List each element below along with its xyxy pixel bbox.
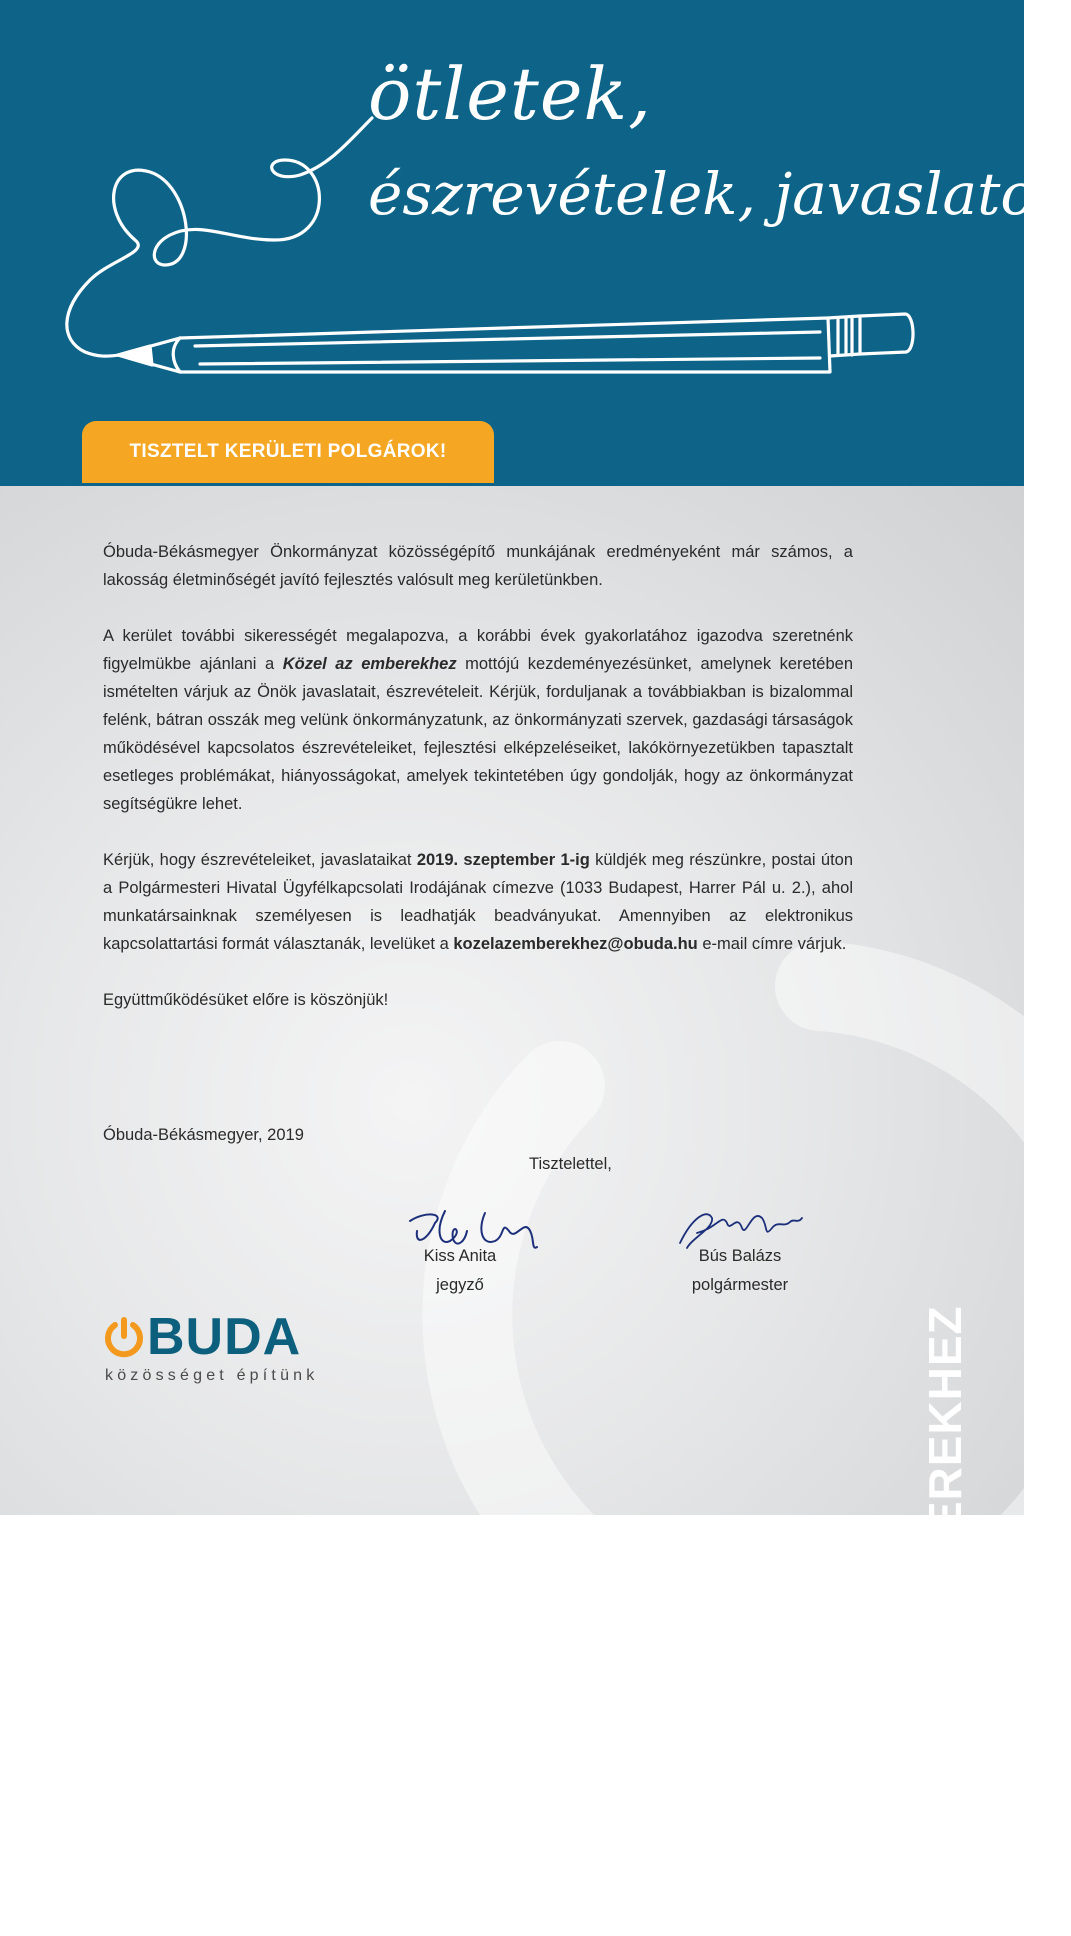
motto: Közel az emberekhez: [282, 655, 457, 673]
vertical-slogan: [918, 1256, 972, 1936]
headline-line2: észrevételek, javaslatok: [368, 160, 1071, 228]
logo-text: BUDA: [147, 1308, 302, 1366]
header-banner: [0, 0, 1071, 486]
paragraph-intro: Óbuda-Békásmegyer Önkormányzat közösségépítő munkájának eredményeként már számos, a lakosság életminőségét javító fejlesztés valósult meg kerületünkben.: [103, 543, 853, 589]
signatory-left: [390, 1242, 530, 1300]
paragraph-initiative: A kerület további sikerességét megalapozva, a korábbi évek gyakorlatához igazodva szeretnénk figyelmükbe ajánlani a Közel az emberekhez mottójú kezdeményezésünket, amelynek keretében ismételten várjuk az Önök javaslatait, észrevételeit. Kérjük, forduljanak a továbbiakban is bizalommal felénk, bátran osszák meg velünk önkormányzatunk, az önkormányzati szervek, gazdasági társaságok működésével kapcsolatos észrevételeiket, fejlesztési elképzeléseiket, lakókörnyezetükben tapasztalt esetleges problémákat, hiányosságokat, amelyek tekintetében úgy gondolják, hogy az önkormányzat segítségükre lehet.: [103, 627, 854, 813]
contact-email[interactable]: kozelazemberekhez@obuda.hu: [453, 935, 698, 953]
signatory-title: polgármester: [691, 1276, 789, 1294]
closing-regards: Tisztelettel,: [529, 1155, 612, 1173]
deadline-date: 2019. szeptember 1-ig: [416, 851, 590, 869]
paragraph-deadline: Kérjük, hogy észrevételeiket, javaslataikat 2019. szeptember 1-ig küldjék meg részünkre, postai úton a Polgármesteri Hivatal Ügyfélkapcsolati Irodájának címezve (1033 Budapest, Harrer Pál u. 2.), ahol munkatársainknak személyesen is leadhatják beadványukat. Amennyiben az elektronikus kapcsolattartási formát választanák, levelüket a kozelazemberekhez@obuda.hu e-mail címre várjuk.: [103, 851, 854, 953]
paragraph-thanks: Együttműködésüket előre is köszönjük!: [103, 991, 389, 1009]
logo-wordmark: [103, 1308, 318, 1366]
obuda-logo: [103, 1308, 319, 1385]
letter-text: [103, 538, 853, 1042]
headline-line1: ötletek,: [368, 52, 652, 136]
place-date: Óbuda-Békásmegyer, 2019: [103, 1126, 304, 1144]
signatory-name: Kiss Anita: [423, 1247, 497, 1265]
vertical-slogan-text: KÖZEL AZ EMBEREKHEZ: [919, 1305, 971, 1887]
signatory-name: Bús Balázs: [698, 1247, 782, 1265]
power-icon: [103, 1316, 145, 1358]
logo-tagline: közösséget építünk: [105, 1367, 319, 1384]
signatory-right: [660, 1242, 820, 1300]
greeting-tab: TISZTELT KERÜLETI POLGÁROK!: [82, 421, 494, 483]
signatory-title: jegyző: [436, 1276, 484, 1294]
letter-body: [0, 486, 1024, 1887]
